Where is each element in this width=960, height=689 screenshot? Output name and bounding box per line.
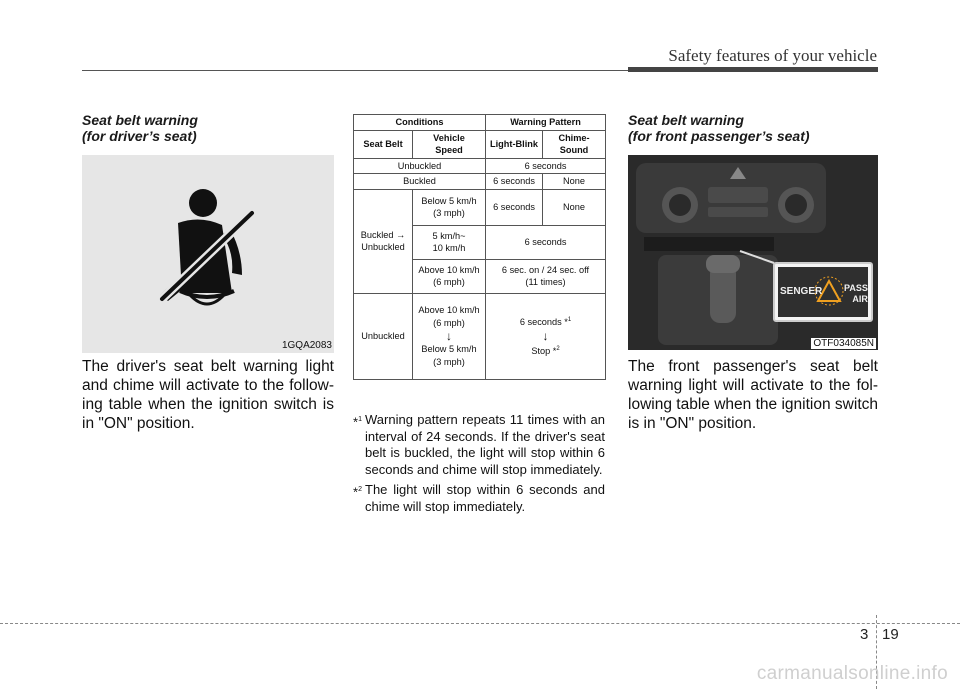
table-cell: 6 seconds bbox=[486, 189, 543, 225]
table-cell: None bbox=[543, 174, 606, 190]
table-cell: Above 10 km/h (6 mph) ↓ Below 5 km/h (3 mph) bbox=[413, 293, 486, 379]
table-header-conditions: Conditions bbox=[354, 115, 486, 131]
table-row bbox=[354, 293, 606, 379]
table-cell: 5 km/h~ 10 km/h bbox=[413, 225, 486, 259]
table-header-row bbox=[354, 115, 606, 131]
table-subheader-row bbox=[354, 130, 606, 158]
table-header-light-blink: Light-Blink bbox=[486, 130, 543, 158]
table-cell: Unbuckled bbox=[354, 158, 486, 174]
header-accent-bar bbox=[628, 67, 878, 72]
panel-label-right: PASS AIR bbox=[844, 283, 868, 304]
table-cell: Below 5 km/h (3 mph) bbox=[413, 189, 486, 225]
table-cell-buckled-unbuckled: Buckled → Unbuckled bbox=[354, 189, 413, 293]
console-photo-illustration bbox=[628, 155, 878, 350]
table-cell: 6 seconds bbox=[486, 174, 543, 190]
down-arrow-icon: ↓ bbox=[446, 329, 452, 343]
driver-image-code: 1GQA2083 bbox=[281, 340, 332, 351]
table-row bbox=[354, 158, 606, 174]
table-row bbox=[354, 189, 606, 225]
table-header-vehicle-speed: Vehicle Speed bbox=[413, 130, 486, 158]
footer-rule bbox=[0, 623, 960, 624]
table-cell: 6 seconds bbox=[486, 225, 606, 259]
seatbelt-warning-illustration bbox=[82, 155, 334, 353]
table-cell: Buckled bbox=[354, 174, 486, 190]
page-number: 19 bbox=[882, 626, 899, 643]
table-cell-unbuckled: Unbuckled bbox=[354, 293, 413, 379]
table-cell: 6 sec. on / 24 sec. off (11 times) bbox=[486, 259, 606, 293]
table-cell: None bbox=[543, 189, 606, 225]
footnote-1: *$^1$ Warning pattern repeats 11 times with an interval of 24 seconds. If the driver's seat belt is buckled, the light will stop within 6 seconds and chime will stop immediately. bbox=[353, 412, 605, 477]
table-cell: 6 seconds *$^1$ ↓ Stop *$^2$ bbox=[486, 293, 606, 379]
passenger-warning-photo bbox=[628, 155, 878, 350]
footnotes bbox=[353, 412, 605, 519]
table-header-warning-pattern: Warning Pattern bbox=[486, 115, 606, 131]
watermark: carmanualsonline.info bbox=[756, 663, 948, 684]
table-cell: Above 10 km/h (6 mph) bbox=[413, 259, 486, 293]
panel-label-left: SENGER bbox=[780, 286, 823, 297]
warning-pattern-table bbox=[353, 114, 606, 380]
table-cell: 6 seconds bbox=[486, 158, 606, 174]
driver-body-text: The driver's seat belt warning light and chime will activate to the follow-ing table when the ignition switch is in "ON" position. bbox=[82, 358, 334, 432]
footnote-2: *$^2$ The light will stop within 6 seconds and chime will stop immediately. bbox=[353, 482, 605, 514]
passenger-section-title: Seat belt warning (for front passenger’s seat) bbox=[628, 112, 810, 144]
driver-section-title: Seat belt warning (for driver’s seat) bbox=[82, 112, 198, 144]
down-arrow-icon: ↓ bbox=[542, 329, 549, 343]
table-header-seat-belt: Seat Belt bbox=[354, 130, 413, 158]
seatbelt-person-icon bbox=[82, 155, 334, 353]
chapter-number: 3 bbox=[860, 626, 869, 643]
header-title: Safety features of your vehicle bbox=[668, 46, 877, 65]
table-row bbox=[354, 174, 606, 190]
passenger-body-text: The front passenger's seat belt warning light will activate to the fol-lowing table when the ignition switch is in "ON" position. bbox=[628, 358, 878, 432]
passenger-image-code: OTF034085N bbox=[813, 338, 874, 349]
table-header-chime-sound: Chime- Sound bbox=[543, 130, 606, 158]
